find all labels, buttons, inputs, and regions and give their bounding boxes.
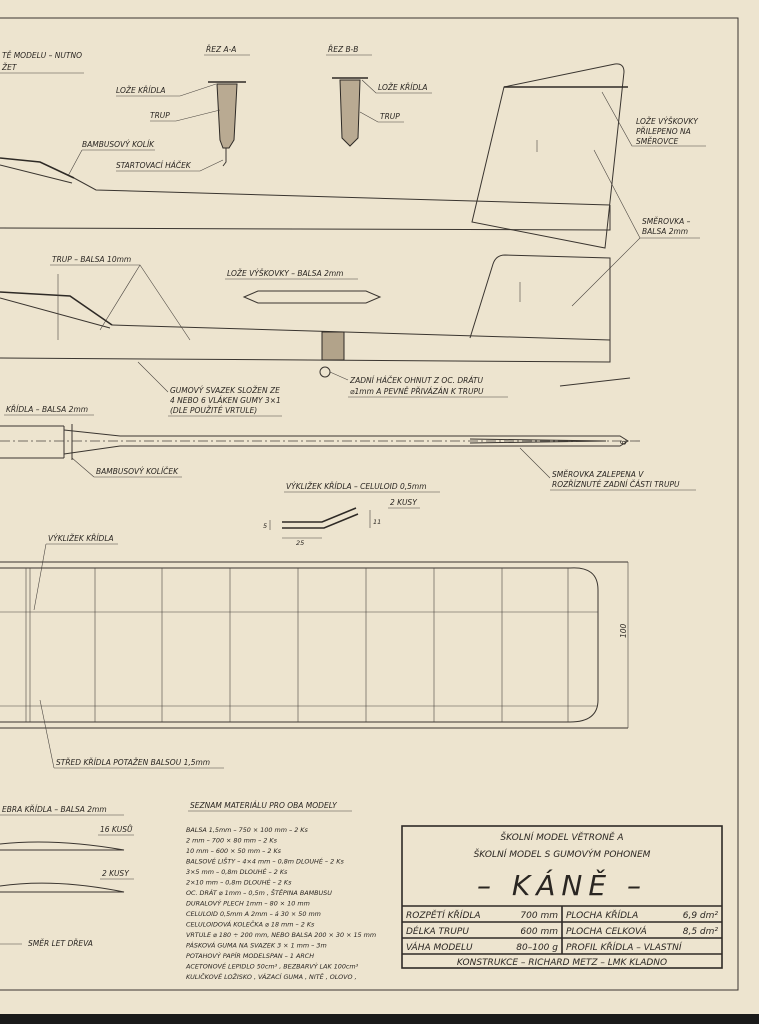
rib-profile — [0, 842, 124, 850]
material-line: DURALOVÝ PLECH 1mm – 80 × 10 mm — [186, 899, 310, 908]
spec-value: 600 mm — [520, 927, 558, 937]
spec-value2: 6,9 dm² — [682, 911, 718, 921]
section-a-title: ŘEZ A-A — [206, 45, 237, 54]
spec-label2: PLOCHA CELKOVÁ — [566, 927, 647, 937]
wing-balsa-label: KŘÍDLA – BALSA 2mm — [6, 405, 89, 414]
fuselage-balsa-label: TRUP – BALSA 10mm — [52, 255, 132, 264]
spec-label: DÉLKA TRUPU — [406, 927, 469, 937]
note-top-left-1: TĚ MODELU – NUTNO — [2, 51, 82, 60]
two-pcs-b-label: 2 KUSY — [102, 869, 129, 878]
wing-root-plan — [0, 426, 64, 458]
section-b-wing-bed-label: LOŽE KŘÍDLA — [378, 83, 428, 92]
material-line: ACETONOVÉ LEPIDLO 50cm³ , BEZBARVÝ LAK 100cm³ — [186, 962, 359, 971]
wing-outline — [0, 568, 598, 722]
spec-label2: PROFIL KŘÍDLA – VLASTNÍ — [566, 943, 682, 953]
ground-line — [560, 378, 630, 386]
material-line: 2 mm – 700 × 80 mm – 2 Ks — [186, 836, 277, 845]
spec-label2: PLOCHA KŘÍDLA — [566, 911, 639, 921]
fin-2 — [470, 255, 610, 340]
fuselage-top-2 — [112, 325, 610, 340]
material-line: KULIČKOVÉ LOŽISKO , VÁZACÍ GUMA , NITĚ , OLOVO , — [186, 973, 357, 981]
bamboo-peg-2-label: BAMBUSOVÝ KOLÍČEK — [96, 467, 179, 476]
material-line: 3×5 mm – 0,8m DLOUHÉ – 2 Ks — [186, 868, 288, 876]
dihedral-label: VÝKLIŽEK KŘÍDLA — [48, 534, 114, 543]
section-b-fuselage-label: TRUP — [380, 112, 400, 121]
dim-100: 100 — [619, 623, 628, 638]
leader — [34, 544, 118, 610]
dihedral-brace — [282, 508, 358, 528]
material-line: PÁSKOVÁ GUMA NA SVAZEK 3 × 1 mm – 3m — [186, 941, 327, 950]
section-b-fuselage — [340, 80, 360, 146]
rudder-glued-label-2: ROZŘÍZNUTÉ ZADNÍ ČÁSTI TRUPU — [552, 480, 680, 489]
fuselage-top — [74, 178, 610, 205]
fin — [472, 64, 624, 248]
wing-root-side — [0, 165, 72, 183]
wing-dim-ext — [0, 562, 628, 728]
rubber-label-2: 4 NEBO 6 VLÁKEN GUMY 3×1 — [170, 396, 281, 405]
dihedral-celluloid-label: VÝKLIŽEK KŘÍDLA – CELULOID 0,5mm — [286, 482, 427, 491]
spec-value2: 8,5 dm² — [682, 927, 718, 937]
leader — [50, 265, 190, 340]
rubber-label-3: (DLE POUŽITÉ VRTULE) — [170, 406, 258, 415]
two-pcs-label: 2 KUSY — [390, 498, 417, 507]
wing-center-ribs — [26, 568, 30, 722]
section-a-fuselage-label: TRUP — [150, 111, 170, 120]
sixteen-pcs-label: 16 KUSŮ — [100, 825, 133, 834]
rudder-label-2: BALSA 2mm — [642, 227, 689, 236]
rudder-glued-label-1: SMĚROVKA ZALEPENA V — [552, 470, 644, 479]
wing-center-label: STŘED KŘÍDLA POTAŽEN BALSOU 1,5mm — [56, 758, 211, 767]
fuselage-bottom-2 — [0, 340, 610, 362]
material-line: BALSOVÉ LIŠTY – 4×4 mm – 0,8m DLOUHÉ – 2 Ks — [186, 857, 344, 866]
fuselage-bottom — [0, 205, 610, 230]
dim-6: 6 — [619, 440, 628, 445]
spec-label: VÁHA MODELU — [406, 943, 473, 953]
stab-bed-label-1: LOŽE VÝŠKOVKY — [636, 117, 698, 126]
material-line: POTAHOVÝ PAPÍR MODELSPAN – 1 ARCH — [186, 952, 315, 960]
dim-25: 25 — [296, 539, 305, 547]
rear-hook-label-2: ⌀1mm A PEVNĚ PŘIVÁZÁN K TRUPU — [350, 387, 484, 396]
dim-lines — [270, 510, 370, 538]
material-line: VRTULE ⌀ 180 ÷ 200 mm, NEBO BALSA 200 × 30 × 15 mm — [186, 931, 377, 939]
launch-hook-label: STARTOVACÍ HÁČEK — [116, 161, 191, 170]
motor-peg-block — [322, 332, 344, 360]
spec-value: 700 mm — [520, 911, 558, 921]
rear-hook — [320, 367, 330, 377]
stab-bed-balsa-label: LOŽE VÝŠKOVKY – BALSA 2mm — [227, 269, 344, 278]
material-line: CELULOID 0,5mm A 2mm – á 30 × 50 mm — [186, 910, 321, 918]
materials-title: SEZNAM MATERIÁLU PRO OBA MODELY — [190, 801, 337, 810]
spars — [0, 612, 598, 706]
rubber-label-1: GUMOVÝ SVAZEK SLOŽEN ZE — [170, 386, 280, 395]
rear-hook-label-1: ZADNÍ HÁČEK OHNUT Z OC. DRÁTU — [350, 376, 483, 385]
spec-label: ROZPĚTÍ KŘÍDLA — [406, 911, 481, 921]
section-a-hook — [223, 148, 226, 166]
sheet-border — [0, 18, 738, 990]
spec-value: 80–100 g — [516, 943, 558, 953]
rib-profile-2 — [0, 883, 124, 892]
model-name: – KÁNĚ – — [477, 869, 647, 902]
material-line: OC. DRÁT ⌀ 1mm – 0,5m , ŠTĚPINA BAMBUSU — [186, 889, 332, 897]
wing-ribs — [95, 568, 568, 722]
stab-bed-label-3: SMĚROVCE — [636, 137, 679, 146]
material-line: CELULOIDOVÁ KOLEČKA ⌀ 18 mm – 2 Ks — [186, 920, 315, 929]
ribs-balsa-label: EBRA KŘÍDLA – BALSA 2mm — [2, 805, 107, 814]
stab-bed-plan — [244, 291, 380, 303]
material-line: BALSA 1,5mm – 750 × 100 mm – 2 Ks — [186, 826, 308, 834]
dim-5: 5 — [263, 522, 268, 530]
material-line: 2×10 mm – 0,8m DLOUHÉ – 2 Ks — [186, 878, 292, 887]
stab-bed-label-2: PŘILEPENO NA — [636, 127, 691, 136]
bamboo-peg-label: BAMBUSOVÝ KOLÍK — [82, 140, 155, 149]
dim-11: 11 — [373, 518, 382, 526]
materials-list — [185, 826, 376, 981]
note-top-left-2: ŽET — [2, 63, 17, 72]
credit-line: KONSTRUKCE – RICHARD METZ – LMK KLADNO — [456, 958, 668, 968]
grain-label: SMĚR LET DŘEVA — [28, 939, 93, 948]
section-a-wing-bed-label: LOŽE KŘÍDLA — [116, 86, 166, 95]
section-a-fuselage — [217, 84, 237, 148]
material-line: 10 mm – 600 × 50 mm – 2 Ks — [186, 847, 281, 855]
rudder-label-1: SMĚROVKA – — [642, 217, 691, 226]
section-b-title: ŘEZ B-B — [328, 45, 359, 54]
title-line-1: ŠKOLNÍ MODEL VĚTRONĚ A — [500, 833, 624, 843]
wing-root-side-2 — [0, 292, 112, 325]
title-line-2: ŠKOLNÍ MODEL S GUMOVÝM POHONEM — [473, 850, 651, 860]
